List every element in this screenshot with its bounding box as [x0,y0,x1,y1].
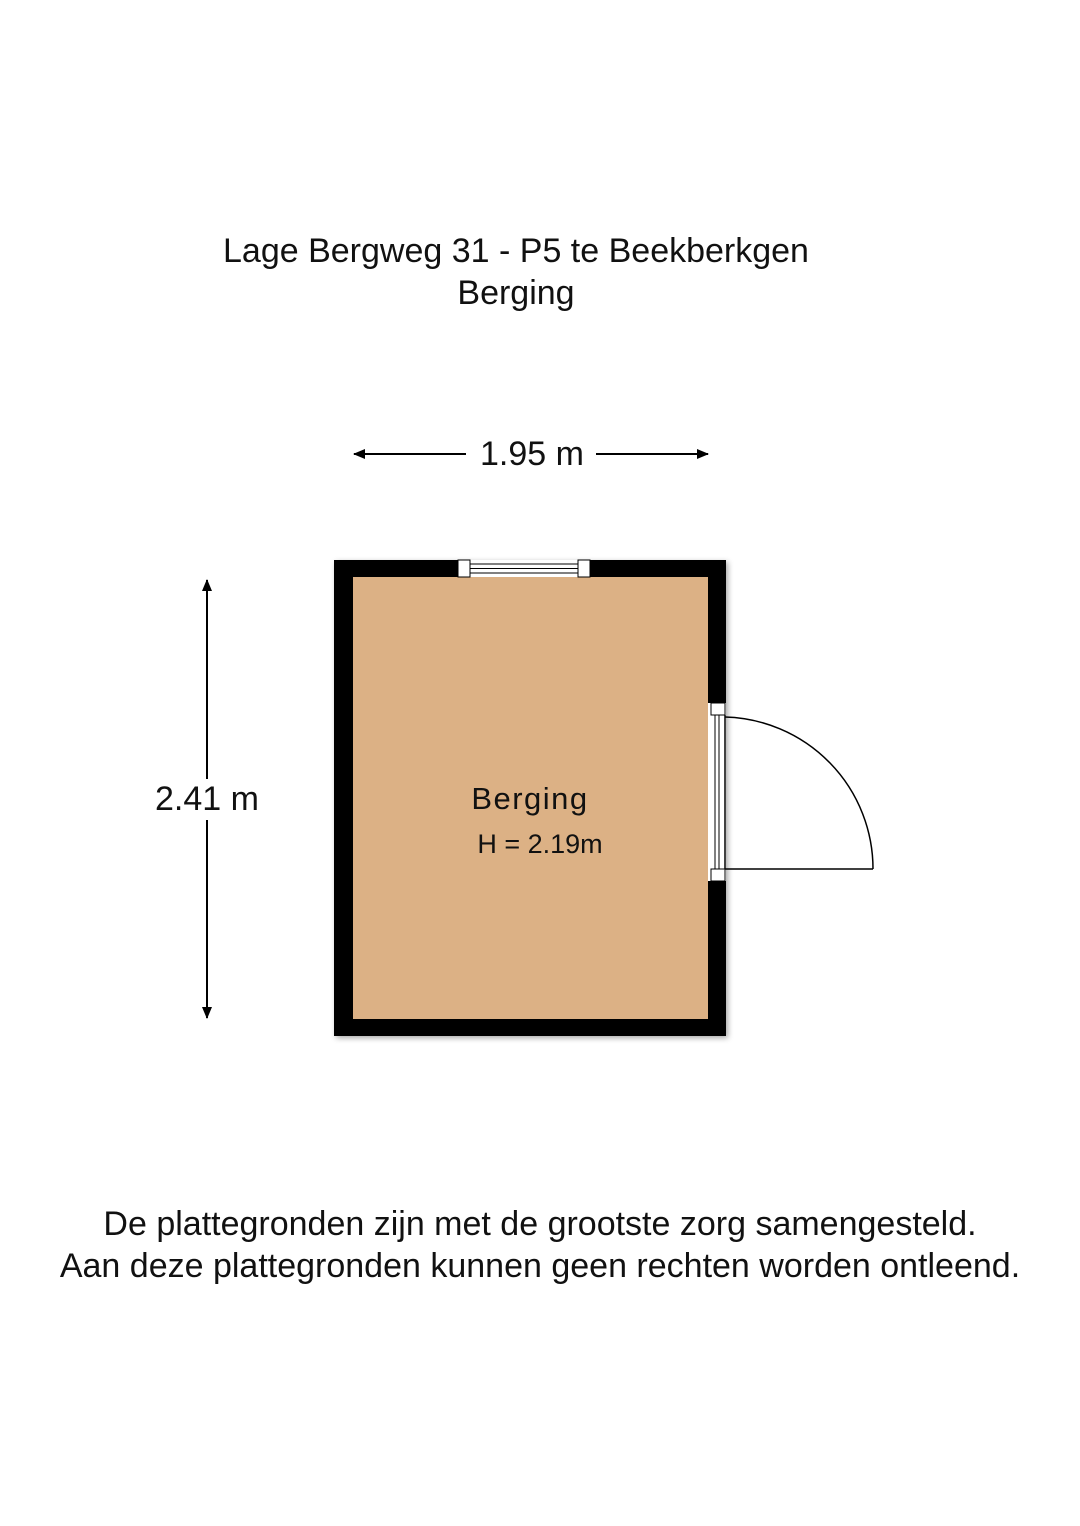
window-top [458,560,590,577]
disclaimer-line-1: De plattegronden zijn met de grootste zorg samengesteld. [103,1205,977,1243]
plan-title: Lage Bergweg 31 - P5 te Beekberkgen [223,232,809,270]
plan-subtitle: Berging [457,274,575,312]
door-right [708,703,873,881]
disclaimer-line-2: Aan deze plattegronden kunnen geen rechten worden ontleend. [59,1247,1021,1285]
width-dimension-label: 1.95 m [480,435,584,473]
height-dimension-label: 2.41 m [148,779,266,819]
room-name-label: Berging [471,781,589,816]
room-ceiling-height-label: H = 2.19m [477,829,603,859]
disclaimer [0,1203,1080,1287]
